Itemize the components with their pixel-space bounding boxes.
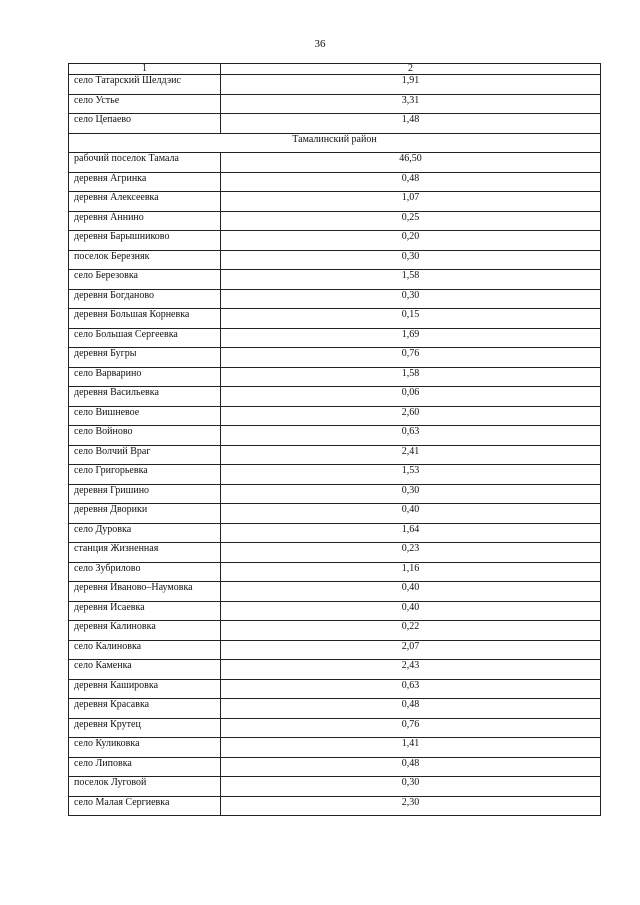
table-row	[69, 75, 601, 95]
settlement-value: 0,76	[221, 718, 601, 738]
settlement-value: 0,48	[221, 172, 601, 192]
table-row	[69, 367, 601, 387]
table-row	[69, 679, 601, 699]
settlement-name: село Варварино	[69, 367, 221, 387]
settlement-value: 0,15	[221, 309, 601, 329]
table-row	[69, 192, 601, 212]
settlement-value: 0,06	[221, 387, 601, 407]
settlement-value: 0,76	[221, 348, 601, 368]
settlement-name: деревня Красавка	[69, 699, 221, 719]
settlement-value: 0,63	[221, 679, 601, 699]
table-row	[69, 562, 601, 582]
settlement-name: деревня Аннино	[69, 211, 221, 231]
settlement-name: село Большая Сергеевка	[69, 328, 221, 348]
table-row	[69, 231, 601, 251]
settlement-name: село Татарский Шелдэис	[69, 75, 221, 95]
settlement-value: 2,60	[221, 406, 601, 426]
settlement-value: 46,50	[221, 153, 601, 173]
section-title: Тамалинский район	[69, 133, 601, 153]
settlement-name: село Волчий Враг	[69, 445, 221, 465]
page-number: 36	[314, 38, 326, 50]
settlement-name: деревня Бугры	[69, 348, 221, 368]
settlement-name: село Калиновка	[69, 640, 221, 660]
settlement-name: деревня Крутец	[69, 718, 221, 738]
settlement-name: село Дуровка	[69, 523, 221, 543]
settlement-name: деревня Кашировка	[69, 679, 221, 699]
settlement-name: деревня Барышниково	[69, 231, 221, 251]
settlement-value: 0,25	[221, 211, 601, 231]
table-row	[69, 796, 601, 816]
settlement-name: село Малая Сергиевка	[69, 796, 221, 816]
settlement-name: деревня Иваново–Наумовка	[69, 582, 221, 602]
column-header-2: 2	[221, 64, 601, 75]
settlement-name: село Куликовка	[69, 738, 221, 758]
settlement-value: 0,20	[221, 231, 601, 251]
table-row	[69, 699, 601, 719]
settlement-value: 0,40	[221, 504, 601, 524]
settlement-value: 3,31	[221, 94, 601, 114]
settlement-value: 0,23	[221, 543, 601, 563]
settlement-name: деревня Дворики	[69, 504, 221, 524]
settlement-name: село Зубрилово	[69, 562, 221, 582]
table-row	[69, 660, 601, 680]
settlement-value: 2,41	[221, 445, 601, 465]
settlement-value: 1,58	[221, 367, 601, 387]
table-row	[69, 738, 601, 758]
table-row	[69, 250, 601, 270]
settlement-name: село Каменка	[69, 660, 221, 680]
section-row	[69, 133, 601, 153]
settlement-value: 1,91	[221, 75, 601, 95]
settlement-value: 0,63	[221, 426, 601, 446]
column-header-1: 1	[69, 64, 221, 75]
settlement-name: село Липовка	[69, 757, 221, 777]
settlement-value: 1,53	[221, 465, 601, 485]
table-row	[69, 582, 601, 602]
table-row	[69, 309, 601, 329]
settlement-name: село Устье	[69, 94, 221, 114]
settlement-name: деревня Исаевка	[69, 601, 221, 621]
table-row	[69, 621, 601, 641]
settlement-value: 2,43	[221, 660, 601, 680]
table-row	[69, 289, 601, 309]
settlement-name: деревня Калиновка	[69, 621, 221, 641]
settlement-name: деревня Васильевка	[69, 387, 221, 407]
table-row	[69, 328, 601, 348]
settlement-name: деревня Алексеевка	[69, 192, 221, 212]
table-row	[69, 757, 601, 777]
settlement-value: 0,30	[221, 250, 601, 270]
settlement-name: поселок Луговой	[69, 777, 221, 797]
settlement-value: 0,48	[221, 699, 601, 719]
settlement-name: село Цепаево	[69, 114, 221, 134]
table-row	[69, 640, 601, 660]
settlement-name: село Войново	[69, 426, 221, 446]
settlements-table	[68, 63, 601, 816]
settlement-value: 0,22	[221, 621, 601, 641]
settlement-value: 1,69	[221, 328, 601, 348]
table-row	[69, 601, 601, 621]
settlement-value: 1,64	[221, 523, 601, 543]
settlement-name: село Вишневое	[69, 406, 221, 426]
table-row	[69, 387, 601, 407]
settlement-value: 0,30	[221, 777, 601, 797]
table-row	[69, 94, 601, 114]
table-row	[69, 777, 601, 797]
settlement-value: 0,48	[221, 757, 601, 777]
settlement-value: 1,48	[221, 114, 601, 134]
settlement-value: 2,30	[221, 796, 601, 816]
settlement-name: поселок Березняк	[69, 250, 221, 270]
table-row	[69, 406, 601, 426]
table-row	[69, 523, 601, 543]
table-row	[69, 543, 601, 563]
settlement-value: 1,58	[221, 270, 601, 290]
table-row	[69, 465, 601, 485]
settlement-name: деревня Богданово	[69, 289, 221, 309]
settlement-name: деревня Агринка	[69, 172, 221, 192]
settlement-value: 0,30	[221, 484, 601, 504]
table-row	[69, 172, 601, 192]
settlement-name: рабочий поселок Тамала	[69, 153, 221, 173]
settlement-value: 1,07	[221, 192, 601, 212]
settlement-value: 1,41	[221, 738, 601, 758]
table-row	[69, 426, 601, 446]
settlement-name: село Березовка	[69, 270, 221, 290]
table-row	[69, 484, 601, 504]
settlement-value: 2,07	[221, 640, 601, 660]
table-row	[69, 718, 601, 738]
table-row	[69, 270, 601, 290]
settlement-value: 0,40	[221, 601, 601, 621]
table-row	[69, 348, 601, 368]
settlement-name: село Григорьевка	[69, 465, 221, 485]
table-row	[69, 114, 601, 134]
settlement-value: 0,40	[221, 582, 601, 602]
settlement-value: 0,30	[221, 289, 601, 309]
table-row	[69, 445, 601, 465]
table-row	[69, 211, 601, 231]
settlement-value: 1,16	[221, 562, 601, 582]
table-row	[69, 153, 601, 173]
settlement-name: деревня Гришино	[69, 484, 221, 504]
table-row	[69, 504, 601, 524]
settlement-name: станция Жизненная	[69, 543, 221, 563]
table-header-row	[69, 64, 601, 75]
settlement-name: деревня Большая Корневка	[69, 309, 221, 329]
